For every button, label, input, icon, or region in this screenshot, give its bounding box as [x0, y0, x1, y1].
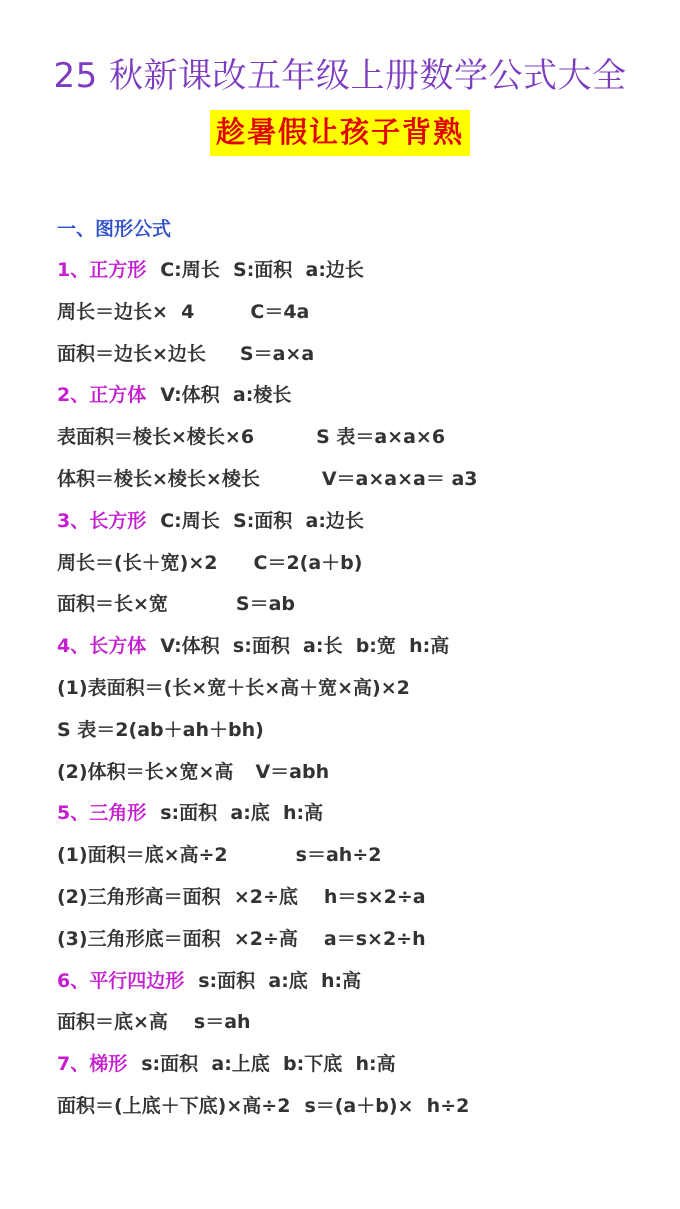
formula-letters: s＝(a＋b)× h÷2: [304, 1094, 470, 1117]
formula-letters: s＝ah÷2: [295, 844, 382, 867]
shape-title: 4、长方体: [57, 635, 147, 658]
formula-line: [57, 417, 657, 459]
variable-legend: V:体积 s:面积 a:长 b:宽 h:高: [160, 635, 450, 658]
formula-letters: V＝a×a×a＝ a3: [321, 467, 478, 490]
formula-list: [57, 250, 657, 1128]
formula-letters: a＝s×2÷h: [323, 927, 426, 950]
subtitle-banner: [0, 110, 680, 156]
variable-legend: C:周长 S:面积 a:边长: [160, 509, 364, 532]
variable-legend: C:周长 S:面积 a:边长: [160, 259, 364, 281]
shape-heading: [57, 626, 657, 668]
formula-line: [57, 584, 657, 626]
shape-title: 5、三角形: [57, 802, 147, 825]
formula-line: [57, 1002, 657, 1044]
shape-heading: [57, 375, 657, 417]
formula-words: (1)面积＝底×高÷2: [57, 844, 228, 867]
formula-letters: V＝abh: [255, 760, 330, 783]
shape-title: 1、正方形: [57, 259, 147, 281]
formula-letters: C＝4a: [250, 300, 310, 323]
formula-line: [57, 334, 657, 376]
formula-words: 面积＝底×高: [57, 1011, 168, 1034]
formula-line: [57, 459, 657, 501]
formula-line: [57, 752, 657, 794]
formula-line: [57, 1086, 657, 1128]
formula-letters: C＝2(a＋b): [253, 551, 363, 574]
formula-words: S 表＝2(ab＋ah＋bh): [57, 718, 264, 741]
formula-words: 周长＝(长＋宽)×2: [57, 551, 218, 574]
formula-line: [57, 710, 657, 752]
formula-line: [57, 919, 657, 961]
formula-words: 面积＝长×宽: [57, 593, 168, 616]
subtitle: 趁暑假让孩子背熟: [210, 110, 470, 156]
formula-line: [57, 543, 657, 585]
formula-words: 面积＝(上底＋下底)×高÷2: [57, 1094, 291, 1117]
formula-words: 周长＝边长× 4: [57, 300, 195, 323]
formula-words: (2)体积＝长×宽×高: [57, 760, 234, 783]
variable-legend: s:面积 a:上底 b:下底 h:高: [141, 1053, 396, 1076]
formula-line: [57, 668, 657, 710]
formula-letters: s＝ah: [193, 1011, 251, 1034]
formula-words: 表面积＝棱长×棱长×6: [57, 426, 255, 449]
shape-heading: [57, 793, 657, 835]
formula-letters: S 表＝a×a×6: [316, 426, 446, 449]
variable-legend: s:面积 a:底 h:高: [198, 969, 362, 992]
shape-heading: [57, 1044, 657, 1086]
shape-title: 7、梯形: [57, 1053, 128, 1076]
shape-title: 3、长方形: [57, 509, 147, 532]
formula-letters: S＝ab: [235, 593, 296, 616]
variable-legend: s:面积 a:底 h:高: [160, 802, 324, 825]
shape-title: 2、正方体: [57, 384, 147, 407]
shape-heading: [57, 961, 657, 1003]
formula-line: [57, 877, 657, 919]
formula-words: 面积＝边长×边长: [57, 342, 206, 365]
formula-line: [57, 292, 657, 334]
section-heading: 一、图形公式: [57, 218, 172, 240]
page-title: 25 秋新课改五年级上册数学公式大全: [53, 56, 627, 96]
shape-title: 6、平行四边形: [57, 969, 185, 992]
formula-letters: h＝s×2÷a: [323, 885, 426, 908]
formula-line: [57, 835, 657, 877]
variable-legend: V:体积 a:棱长: [160, 384, 292, 407]
formula-words: (3)三角形底＝面积 ×2÷高: [57, 927, 298, 950]
formula-words: (2)三角形高＝面积 ×2÷底: [57, 885, 298, 908]
shape-heading: [57, 250, 657, 292]
formula-words: (1)表面积＝(长×宽＋长×高＋宽×高)×2: [57, 676, 410, 699]
formula-letters: S＝a×a: [239, 342, 315, 365]
shape-heading: [57, 501, 657, 543]
formula-words: 体积＝棱长×棱长×棱长: [57, 467, 260, 490]
